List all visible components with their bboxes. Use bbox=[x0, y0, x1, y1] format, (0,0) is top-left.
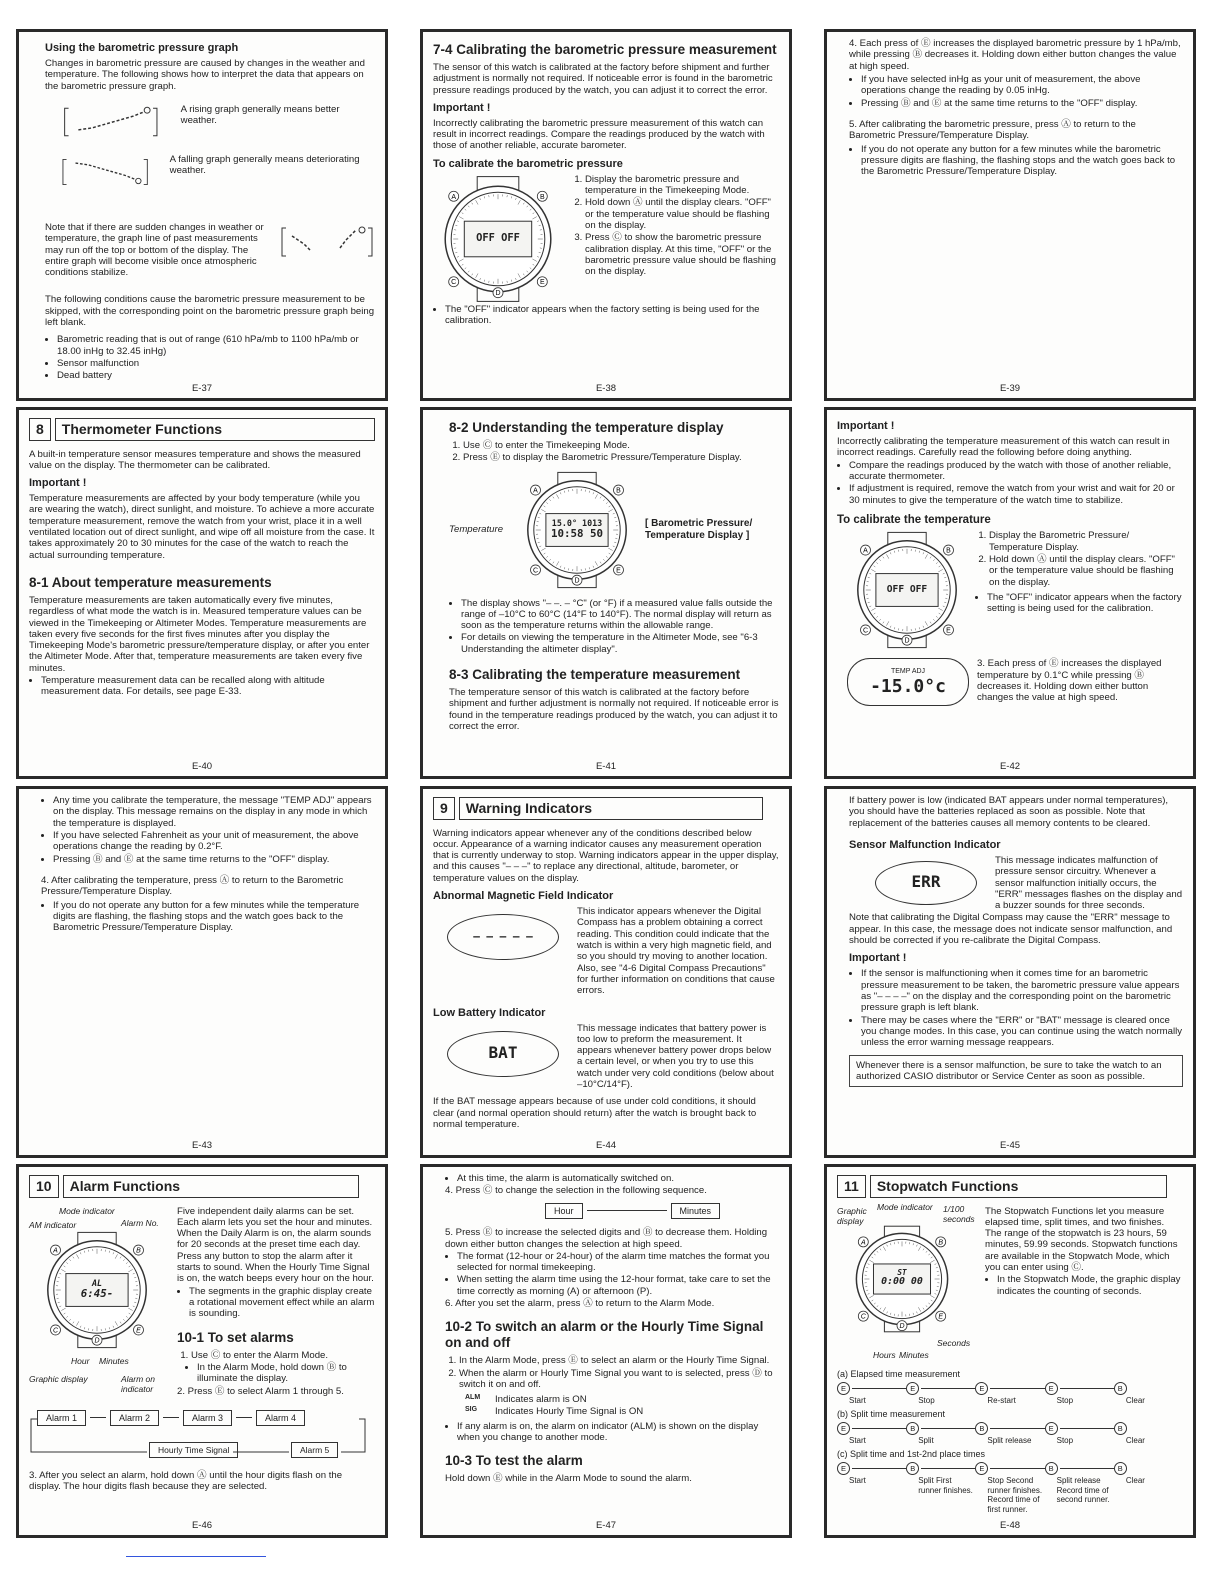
svg-text:C: C bbox=[860, 1313, 866, 1321]
intro-text: Changes in barometric pressure are caused by changes in the weather and temperature. The following shows how to interpret the data that appears on the barometric pressure graph. bbox=[45, 57, 365, 92]
diagram-title: (b) Split time measurement bbox=[837, 1408, 946, 1419]
page-e40 bbox=[16, 407, 388, 779]
list-item: • Dead battery bbox=[57, 370, 375, 381]
lcd-display bbox=[546, 513, 608, 546]
button-icon: E bbox=[837, 1422, 850, 1435]
section-title: Alarm Functions bbox=[63, 1175, 359, 1198]
rising-text: A rising graph generally means better weather. bbox=[180, 103, 340, 127]
list-item: • When setting the alarm time using the 12-hour format, take care to set the time correctly as morning (A) or afternoon (P). bbox=[457, 1274, 779, 1297]
section-title: 8-2 Understanding the temperature display bbox=[449, 420, 724, 435]
graphic-display-label: Graphic display bbox=[837, 1205, 867, 1226]
button-icon: B bbox=[1114, 1462, 1127, 1475]
list-item: • If you do not operate any button for a few minutes while the barometric pressure digits are flashing, the flashing stops and the watch goes back to the Barometric Pressure/Temperature Display. bbox=[861, 144, 1183, 178]
section-title: 7-4 Calibrating the barometric pressure measurement bbox=[433, 42, 777, 57]
lcd-upper-text: OFF OFF bbox=[886, 584, 928, 596]
list-item: • The display shows "– –. – °C" (or °F) if a measured value falls outside the range of –10°C to 60°C (14°F to 140°F). The normal display will return as soon as the temperature returns within the allowable range. bbox=[461, 598, 779, 632]
alarm-on-text: Indicates alarm is ON bbox=[495, 1394, 587, 1406]
page-e48 bbox=[824, 1164, 1196, 1538]
svg-text:E: E bbox=[946, 627, 951, 635]
alarm-on-label: Alarm on indicator bbox=[121, 1373, 156, 1394]
alarm-5-box: Alarm 5 bbox=[291, 1442, 338, 1458]
temp-adj-label: TEMP ADJ bbox=[890, 667, 926, 675]
list-item: • Compare the readings produced by the watch with those of another reliable, accurate thermometer. bbox=[849, 460, 1183, 483]
button-b-icon bbox=[133, 1245, 143, 1255]
svg-text:A: A bbox=[451, 193, 457, 201]
lcd-lower-text: 6:45- bbox=[80, 1287, 114, 1301]
subsection-title: Low Battery Indicator bbox=[433, 1006, 546, 1019]
button-icon: B bbox=[1114, 1422, 1127, 1435]
place-times-diagram bbox=[837, 1449, 1183, 1514]
bullet-text: • The "OFF" indicator appears when the factory setting is being used for the calibration. bbox=[445, 304, 779, 327]
conditions-text: The following conditions cause the barometric pressure measurement to be skipped, with the corresponding point on the barometric pressure graph being left blank. bbox=[45, 294, 375, 329]
steps-list bbox=[449, 440, 779, 464]
button-b-icon bbox=[936, 1236, 946, 1246]
svg-text:A: A bbox=[860, 1238, 866, 1246]
button-c-icon bbox=[51, 1324, 61, 1334]
page-e38 bbox=[420, 29, 792, 401]
lcd-upper-text: AL bbox=[91, 1278, 103, 1289]
page-e43 bbox=[16, 786, 388, 1158]
hour-minutes-sequence bbox=[545, 1203, 779, 1220]
conditions-list bbox=[45, 334, 375, 381]
alarm-1-box: Alarm 1 bbox=[37, 1410, 86, 1427]
page-number: E-42 bbox=[999, 760, 1021, 772]
list-item: 1. In the Alarm Mode, press Ⓔ to select an alarm or the Hourly Time Signal. bbox=[459, 1355, 779, 1366]
hours-label: Hours bbox=[873, 1349, 896, 1360]
flow-step-label: Start bbox=[849, 1396, 866, 1406]
list-item: • If the sensor is malfunctioning when it comes time for an barometric pressure measurement to be taken, the barometric pressure value appears as "– – – –" on the display and the corresponding point on the barometric pressure graph is left blank. bbox=[861, 968, 1183, 1013]
flow-step-label: Split release Record time of second runner. bbox=[1056, 1476, 1110, 1505]
graphic-display-label: Graphic display bbox=[29, 1373, 88, 1384]
button-c-icon bbox=[861, 625, 871, 635]
step-3: 3. After you select an alarm, hold down Ⓐ until the hour digits flash on the display. The hour digits flash because they are selected. bbox=[29, 1469, 343, 1492]
steps-list bbox=[445, 1355, 779, 1390]
important-heading: Important ! bbox=[837, 420, 895, 432]
subsection-title: 8-3 Calibrating the temperature measurement bbox=[449, 667, 741, 683]
temp-adj-value: -15.0°c bbox=[870, 675, 946, 697]
flow-step-label: Start bbox=[849, 1476, 866, 1486]
page-number: E-46 bbox=[191, 1519, 213, 1531]
steps-list bbox=[177, 1350, 375, 1361]
page-e42 bbox=[824, 407, 1196, 779]
underline-link[interactable] bbox=[126, 1556, 266, 1557]
list-item: • If you have selected Fahrenheit as your unit of measurement, the above operations change the reading by 0.2°F. bbox=[53, 830, 375, 853]
button-icon: E bbox=[837, 1382, 850, 1395]
section-title: Stopwatch Functions bbox=[870, 1175, 1167, 1198]
flow-step-label: Re-start bbox=[987, 1396, 1016, 1406]
bullet-text: • In the Alarm Mode, hold down Ⓑ to illuminate the display. bbox=[197, 1362, 375, 1385]
error-display bbox=[875, 861, 977, 905]
bullet-text: • In the Stopwatch Mode, the graphic display indicates the counting of seconds. bbox=[997, 1274, 1183, 1297]
intro-text: Warning indicators appear whenever any of the conditions described below occur. Appearance of a warning indicator causes any measurement operation that is currently underway to stop. Warning indicators appear in the upper display, and this causes "– – –" to replace any directional, altitude, barometer, or temperature values on the display. bbox=[433, 827, 779, 884]
button-a-icon bbox=[531, 485, 541, 495]
svg-text:A: A bbox=[53, 1247, 58, 1255]
sub-text: The temperature sensor of this watch is calibrated at the factory before shipment and further adjustment is normally not required. If noticeable error is found in the temperature readings produced by the watch, you can adjust it to correct the error. bbox=[449, 687, 779, 732]
button-e-icon bbox=[943, 625, 953, 635]
lcd-display bbox=[873, 1263, 930, 1293]
section-title: Warning Indicators bbox=[459, 797, 763, 820]
elapsed-time-diagram bbox=[837, 1369, 1183, 1406]
button-c-icon bbox=[449, 276, 459, 286]
important-text: Temperature measurements are affected by your body temperature (while you are wearing the watch), direct sunlight, and moisture. To achieve a more accurate temperature measurement, remove the watch from your wrist, place it in a well ventilated location out of direct sunlight, and wipe off all moisture from the case. It takes approximately 20 to 30 minutes for the case of the watch to reach the actual surrounding temperature. bbox=[29, 493, 375, 561]
page-e44 bbox=[420, 786, 792, 1158]
button-icon: E bbox=[975, 1382, 988, 1395]
falling-text: A falling graph generally means deteriorating weather. bbox=[169, 153, 360, 177]
button-b-icon bbox=[537, 191, 547, 201]
button-c-icon bbox=[858, 1311, 868, 1321]
button-icon: E bbox=[975, 1462, 988, 1475]
minutes-label: Minutes bbox=[899, 1349, 929, 1360]
button-flow bbox=[837, 1422, 1183, 1445]
button-e-icon bbox=[537, 276, 547, 286]
step-4: 4. Each press of Ⓔ increases the displayed barometric pressure by 1 hPa/mb, while pressing Ⓑ decreases it. Holding down either button changes the value at high speed. bbox=[849, 38, 1181, 72]
svg-text:E: E bbox=[616, 566, 621, 574]
section-number: 11 bbox=[837, 1175, 866, 1198]
list-item: 1. Display the Barometric Pressure/ Temperature Display. bbox=[989, 530, 1183, 553]
step-4: 4. After calibrating the temperature, press Ⓐ to return to the Barometric Pressure/Temperature Display. bbox=[41, 874, 344, 898]
sub2-text: This message indicates that battery power is too low to preform the measurement. It appears whenever battery power drops below a certain level, or when you try to use this watch under very cold conditions (below about –10°C/14°F). bbox=[577, 1022, 774, 1091]
step-5: 5. After calibrating the barometric pressure, press Ⓐ to return to the Barometric Pressure/Temperature Display. bbox=[849, 118, 1136, 142]
offscale-graph-icon bbox=[280, 222, 375, 262]
mode-indicator-label: Mode indicator bbox=[59, 1205, 115, 1216]
list-item: • The format (12-hour or 24-hour) of the alarm time matches the format you selected for normal timekeeping. bbox=[457, 1251, 779, 1274]
button-a-icon bbox=[858, 1236, 868, 1246]
lcd-upper-text: ST bbox=[897, 1268, 907, 1278]
page-e45 bbox=[824, 786, 1196, 1158]
svg-text:C: C bbox=[451, 278, 457, 286]
svg-text:E: E bbox=[938, 1313, 944, 1321]
list-item: • If you have selected inHg as your unit of measurement, the above operations change the reading by 0.05 inHg. bbox=[861, 74, 1183, 97]
button-icon: B bbox=[1045, 1462, 1058, 1475]
section-number: 10 bbox=[29, 1175, 59, 1198]
alarm-4-box: Alarm 4 bbox=[256, 1410, 305, 1427]
watch-illustration bbox=[517, 470, 637, 590]
button-a-icon bbox=[449, 191, 459, 201]
step-5: 5. Press Ⓔ to increase the selected digits and Ⓑ to decrease them. Holding down either button changes the selection at high speed. bbox=[445, 1227, 768, 1250]
magnetic-indicator: – – – – – bbox=[473, 929, 533, 943]
alarm-3-box: Alarm 3 bbox=[183, 1410, 232, 1427]
button-d-icon bbox=[897, 1320, 907, 1330]
step-3: 3. Each press of Ⓔ increases the displayed temperature by 0.1°C while pressing Ⓑ decreases it. Holding down either button changes the value at high speed. bbox=[977, 658, 1162, 704]
battery-indicator: BAT bbox=[488, 1043, 518, 1063]
page-number: E-43 bbox=[191, 1139, 213, 1151]
list-item: • Pressing Ⓑ and Ⓔ at the same time returns to the "OFF" display. bbox=[53, 854, 375, 865]
page-number: E-39 bbox=[999, 382, 1021, 394]
lcd-display bbox=[66, 1273, 128, 1306]
display-label: [ Barometric Pressure/ Temperature Display ] bbox=[645, 517, 753, 541]
diagram-title: (a) Elapsed time measurement bbox=[837, 1368, 961, 1379]
button-e-icon bbox=[613, 564, 623, 574]
button-icon: B bbox=[1114, 1382, 1127, 1395]
service-note-box: Whenever there is a sensor malfunction, be sure to take the watch to an authorized CASIO distributor or Service Center as soon as possible. bbox=[849, 1055, 1183, 1088]
subsection-title: 8-1 About temperature measurements bbox=[29, 574, 272, 590]
rising-graph-icon bbox=[45, 102, 173, 142]
list-item: • If you do not operate any button for a few minutes while the temperature digits are flashing, the flashing stops and the watch goes back to the Barometric Pressure/Temperature Display. bbox=[53, 900, 375, 934]
flow-step-label: Clear bbox=[1125, 1476, 1145, 1486]
page-number: E-40 bbox=[191, 760, 213, 772]
bullet-text: • The segments in the graphic display create a rotational movement effect while an alarm is sounding. bbox=[189, 1286, 375, 1320]
svg-text:C: C bbox=[862, 627, 869, 635]
temperature-label: Temperature bbox=[449, 523, 504, 535]
battery-warning-display bbox=[447, 1031, 559, 1077]
list-item: 1. Use Ⓒ to enter the Timekeeping Mode. bbox=[463, 440, 779, 451]
page-e39 bbox=[824, 29, 1196, 401]
hour-box: Hour bbox=[545, 1203, 583, 1220]
list-item: • If adjustment is required, remove the watch from your wrist and wait for 20 or 30 minutes to give the temperature of the watch time to stabilize. bbox=[849, 483, 1183, 506]
note-text: Note that calibrating the Digital Compass may cause the "ERR" message to appear. In this case, the message does not indicate sensor malfunction, and should be corrected if you re-calibrate the Digital Compass. bbox=[849, 912, 1173, 947]
lcd-display bbox=[464, 221, 531, 257]
intro-text: Five independent daily alarms can be set. Each alarm lets you set the hour and minutes. When the Daily Alarm is on, the alarm sounds for 20 seconds at the preset time each day. Press any button to stop the alarm after it starts to sound. When the Hourly Time Signal is on, the watch beeps every hour on the hour. bbox=[177, 1205, 374, 1285]
button-icon: E bbox=[837, 1462, 850, 1475]
section-title: Thermometer Functions bbox=[55, 418, 375, 441]
alarm-sequence-diagram bbox=[29, 1410, 375, 1466]
button-flow bbox=[837, 1462, 1183, 1514]
svg-text:D: D bbox=[495, 289, 501, 297]
important-text: Incorrectly calibrating the temperature measurement of this watch can result in incorrect readings. Carefully read the following before doing anything. bbox=[837, 435, 1170, 459]
svg-text:C: C bbox=[532, 566, 539, 574]
button-flow bbox=[837, 1382, 1183, 1405]
list-item: 1. Use Ⓒ to enter the Alarm Mode. bbox=[191, 1350, 375, 1361]
subsection-title: 10-2 To switch an alarm or the Hourly Time Signal on and off bbox=[445, 1319, 764, 1351]
intro-text: If battery power is low (indicated BAT appears under normal temperatures), you should have the batteries replaced as soon as possible. Note that replacement of the batteries causes all memory contents to be cleared. bbox=[849, 795, 1169, 829]
signal-on-code: SIG bbox=[465, 1405, 478, 1413]
button-a-icon bbox=[861, 545, 871, 555]
lcd-lower-text: 10:58 50 bbox=[550, 527, 603, 541]
step-6: 6. After you set the alarm, press Ⓐ to return to the Alarm Mode. bbox=[445, 1298, 715, 1310]
intro-text: A built-in temperature sensor measures temperature and shows the measured value on the display. The thermometer can be calibrated. bbox=[29, 448, 361, 471]
button-e-icon bbox=[133, 1324, 143, 1334]
seconds-label: Seconds bbox=[937, 1337, 971, 1348]
steps-list bbox=[975, 530, 1183, 588]
section-title: Using the barometric pressure graph bbox=[45, 42, 239, 54]
list-item: 2. Hold down Ⓐ until the display clears. "OFF" or the temperature value should be flashing on the display. bbox=[989, 554, 1183, 588]
subsection-title: 10-3 To test the alarm bbox=[445, 1453, 583, 1469]
svg-text:E: E bbox=[539, 278, 545, 286]
page-e46 bbox=[16, 1164, 388, 1538]
sub-text: This message indicates malfunction of pressure sensor circuitry. Whenever a sensor malfunction initially occurs, the "ERR" messages flashes on the display and a buzzer sounds for three seconds. bbox=[995, 854, 1183, 912]
important-heading: Important ! bbox=[433, 101, 491, 114]
svg-text:C: C bbox=[52, 1326, 59, 1334]
flow-step-label: Clear bbox=[1125, 1436, 1145, 1446]
button-icon: E bbox=[906, 1382, 919, 1395]
lcd-display bbox=[876, 574, 938, 607]
sub-text: Temperature measurements are taken automatically every five minutes, regardless of what mode the watch is in. Measured temperature values can be viewed in the Timekeeping or Altimeter Modes. Temperature measurements are taken every five seconds for the first fives minutes after you display the Timekeeping Mode's barometric pressure/temperature display, or after you enter the Altimeter Mode. After that, temperature measurements are taken every five minutes. bbox=[29, 594, 370, 674]
button-d-icon bbox=[572, 575, 582, 585]
flow-step-label: Start bbox=[849, 1436, 866, 1446]
magnetic-warning-display bbox=[447, 914, 559, 960]
hour-label: Hour bbox=[71, 1355, 90, 1366]
important-heading: Important ! bbox=[849, 952, 907, 965]
flow-step-label: Stop bbox=[918, 1396, 935, 1406]
subsection-title: 10-1 To set alarms bbox=[177, 1329, 294, 1345]
button-icon: E bbox=[1045, 1422, 1058, 1435]
page-number: E-48 bbox=[999, 1519, 1021, 1531]
mode-indicator-label: Mode indicator bbox=[877, 1201, 933, 1212]
svg-text:D: D bbox=[904, 638, 910, 646]
watch-illustration bbox=[37, 1230, 157, 1350]
flow-step-label: Clear bbox=[1125, 1396, 1145, 1406]
hourly-signal-box: Hourly Time Signal bbox=[149, 1442, 238, 1458]
steps-list bbox=[571, 174, 779, 279]
svg-text:E: E bbox=[136, 1326, 141, 1334]
button-b-icon bbox=[613, 485, 623, 495]
button-icon: B bbox=[975, 1422, 988, 1435]
watch-illustration bbox=[847, 530, 967, 650]
important-heading: Important ! bbox=[29, 477, 87, 490]
alarm-number-label: Alarm No. bbox=[121, 1217, 159, 1228]
button-c-icon bbox=[531, 564, 541, 574]
alarm-on-code: ALM bbox=[465, 1394, 481, 1402]
subsection-title: To calibrate the temperature bbox=[837, 513, 991, 526]
watch-illustration bbox=[847, 1224, 957, 1334]
subsection-title: Abnormal Magnetic Field Indicator bbox=[433, 890, 614, 903]
svg-text:B: B bbox=[616, 487, 621, 495]
important-text: Incorrectly calibrating the barometric pressure measurement of this watch can result in incorrect readings. Compare the readings produced by the watch with those of another reliable, accurate barometer. bbox=[433, 117, 765, 152]
button-b-icon bbox=[943, 545, 953, 555]
subsection-title: To calibrate the barometric pressure bbox=[433, 157, 623, 170]
list-item: 3. Press Ⓒ to show the barometric pressure calibration display. At this time, "OFF" or the barometric pressure value should be flashing on the display. bbox=[585, 232, 779, 277]
flow-step-label: Split bbox=[918, 1436, 934, 1446]
svg-text:B: B bbox=[938, 1238, 944, 1246]
list-item: • Any time you calibrate the temperature, the message "TEMP ADJ" appears on the display. This message remains on the display in any mode in which the temperature is displayed. bbox=[53, 795, 375, 829]
button-d-icon bbox=[92, 1335, 102, 1345]
bullet-text: • Temperature measurement data can be recalled along with altitude measurement data. For details, see page E-33. bbox=[41, 675, 375, 698]
flow-step-label: Stop bbox=[1056, 1396, 1074, 1406]
page-e41 bbox=[420, 407, 792, 779]
sub1-text: This indicator appears whenever the Digital Compass has a problem obtaining a correct reading. This condition could indicate that the watch is within a very high magnetic field, and so you should try moving to another location. Also, see "4-6 Digital Compass Precautions" for further information on conditions that cause errors. bbox=[577, 906, 775, 997]
list-item: 2. When the alarm or Hourly Time Signal you want to is selected, press Ⓓ to switch it on and off. bbox=[459, 1368, 779, 1391]
list-item: 1. Display the barometric pressure and temperature in the Timekeeping Mode. bbox=[585, 174, 779, 197]
error-indicator: ERR bbox=[911, 872, 941, 892]
subsection-title: Sensor Malfunction Indicator bbox=[849, 838, 1001, 851]
button-icon: B bbox=[906, 1422, 919, 1435]
page-number: E-45 bbox=[999, 1139, 1021, 1151]
page-number: E-41 bbox=[595, 760, 617, 772]
page-e47 bbox=[420, 1164, 792, 1538]
svg-text:B: B bbox=[539, 193, 545, 201]
section-number: 9 bbox=[433, 797, 455, 820]
page-number: E-47 bbox=[595, 1519, 617, 1531]
button-icon: E bbox=[1045, 1382, 1058, 1395]
watch-illustration bbox=[433, 174, 563, 304]
lcd-upper-text: 15.0° 1013 bbox=[551, 518, 603, 529]
minutes-box: Minutes bbox=[671, 1203, 721, 1220]
hundredth-label: 1/100 seconds bbox=[943, 1203, 975, 1224]
bullet-text: • The "OFF" indicator appears when the factory setting is being used for the calibration. bbox=[987, 592, 1183, 615]
svg-text:D: D bbox=[574, 577, 580, 585]
flow-step-label: Stop bbox=[1056, 1436, 1074, 1446]
diagram-title: (c) Split time and 1st-2nd place times bbox=[837, 1448, 986, 1459]
list-item: • For details on viewing the temperature in the Altimeter Mode, see "6-3 Understanding the altimeter display". bbox=[461, 632, 779, 655]
flow-step-label: Split First runner finishes. bbox=[918, 1476, 973, 1495]
list-item: 2. Press Ⓔ to display the Barometric Pressure/Temperature Display. bbox=[463, 452, 779, 463]
svg-text:B: B bbox=[946, 547, 951, 555]
page-number: E-37 bbox=[191, 382, 213, 394]
list-item: • Pressing Ⓑ and Ⓔ at the same time returns to the "OFF" display. bbox=[861, 98, 1183, 109]
signal-on-text: Indicates Hourly Time Signal is ON bbox=[495, 1405, 644, 1417]
button-d-icon bbox=[902, 636, 912, 646]
lcd-lower-text: 0:00 00 bbox=[881, 1276, 923, 1288]
svg-text:A: A bbox=[533, 487, 538, 495]
button-icon: B bbox=[906, 1462, 919, 1475]
note-text: Note that if there are sudden changes in weather or temperature, the graph line of past measurements may run off the top or bottom of the display. The entire graph will become visible once atmospheric conditions stabilize. bbox=[45, 221, 264, 279]
svg-text:D: D bbox=[899, 1322, 905, 1330]
button-d-icon bbox=[493, 287, 503, 297]
sub2-text: Hold down Ⓔ while in the Alarm Mode to sound the alarm. bbox=[445, 1473, 692, 1485]
minutes-label: Minutes bbox=[99, 1355, 129, 1366]
flow-step-label: Split release bbox=[987, 1436, 1032, 1446]
split-time-diagram bbox=[837, 1409, 1183, 1446]
bullet-text: • At this time, the alarm is automatically switched on. bbox=[457, 1173, 779, 1184]
page-e37 bbox=[16, 29, 388, 401]
intro-text: The Stopwatch Functions let you measure elapsed time, split times, and two finishes. The range of the stopwatch is 23 hours, 59 minutes, 59.99 seconds. Stopwatch functions are available in the Stopwatch Mode, which you can enter using Ⓒ. bbox=[985, 1205, 1178, 1274]
intro-text: The sensor of this watch is calibrated at the factory before shipment and further adjustment is normally not required. If noticeable error is found in the barometric pressure readings produced by the watch, you can adjust it to correct the error. bbox=[433, 61, 773, 96]
step-2: 2. Press Ⓔ to select Alarm 1 through 5. bbox=[177, 1385, 344, 1397]
list-item: 2. Hold down Ⓐ until the display clears. "OFF" or the temperature value should be flashing on the display. bbox=[585, 197, 779, 231]
bullet-text: • If any alarm is on, the alarm on indicator (ALM) is shown on the display when you change to another mode. bbox=[457, 1421, 779, 1444]
svg-text:D: D bbox=[94, 1337, 100, 1345]
lcd-upper-text: OFF OFF bbox=[476, 232, 520, 245]
temp-adjust-display bbox=[847, 658, 969, 706]
list-item: • Barometric reading that is out of range (610 hPa/mb to 1100 hPa/mb or 18.00 inHg to 32.45 inHg) bbox=[57, 334, 375, 357]
alarm-2-box: Alarm 2 bbox=[110, 1410, 159, 1427]
list-item: • Sensor malfunction bbox=[57, 358, 375, 369]
page-number: E-44 bbox=[595, 1139, 617, 1151]
step-4: 4. Press Ⓒ to change the selection in the following sequence. bbox=[445, 1185, 707, 1197]
flow-step-label: Stop Second runner finishes. Record time of first runner. bbox=[987, 1476, 1043, 1514]
svg-text:B: B bbox=[136, 1247, 141, 1255]
button-e-icon bbox=[936, 1311, 946, 1321]
button-a-icon bbox=[51, 1245, 61, 1255]
page-number: E-38 bbox=[595, 382, 617, 394]
section-number: 8 bbox=[29, 418, 51, 441]
list-item: • There may be cases where the "ERR" or "BAT" message is cleared once you change modes. In this case, you can continue using the watch normally unless the error warning message reappears. bbox=[861, 1015, 1183, 1049]
am-indicator-label: AM indicator bbox=[29, 1219, 77, 1230]
svg-text:A: A bbox=[863, 547, 868, 555]
falling-graph-icon bbox=[45, 152, 162, 192]
after-text: If the BAT message appears because of use under cold conditions, it should clear (and normal operation should return) after the watch is brought back to normal temperature. bbox=[433, 1096, 757, 1131]
